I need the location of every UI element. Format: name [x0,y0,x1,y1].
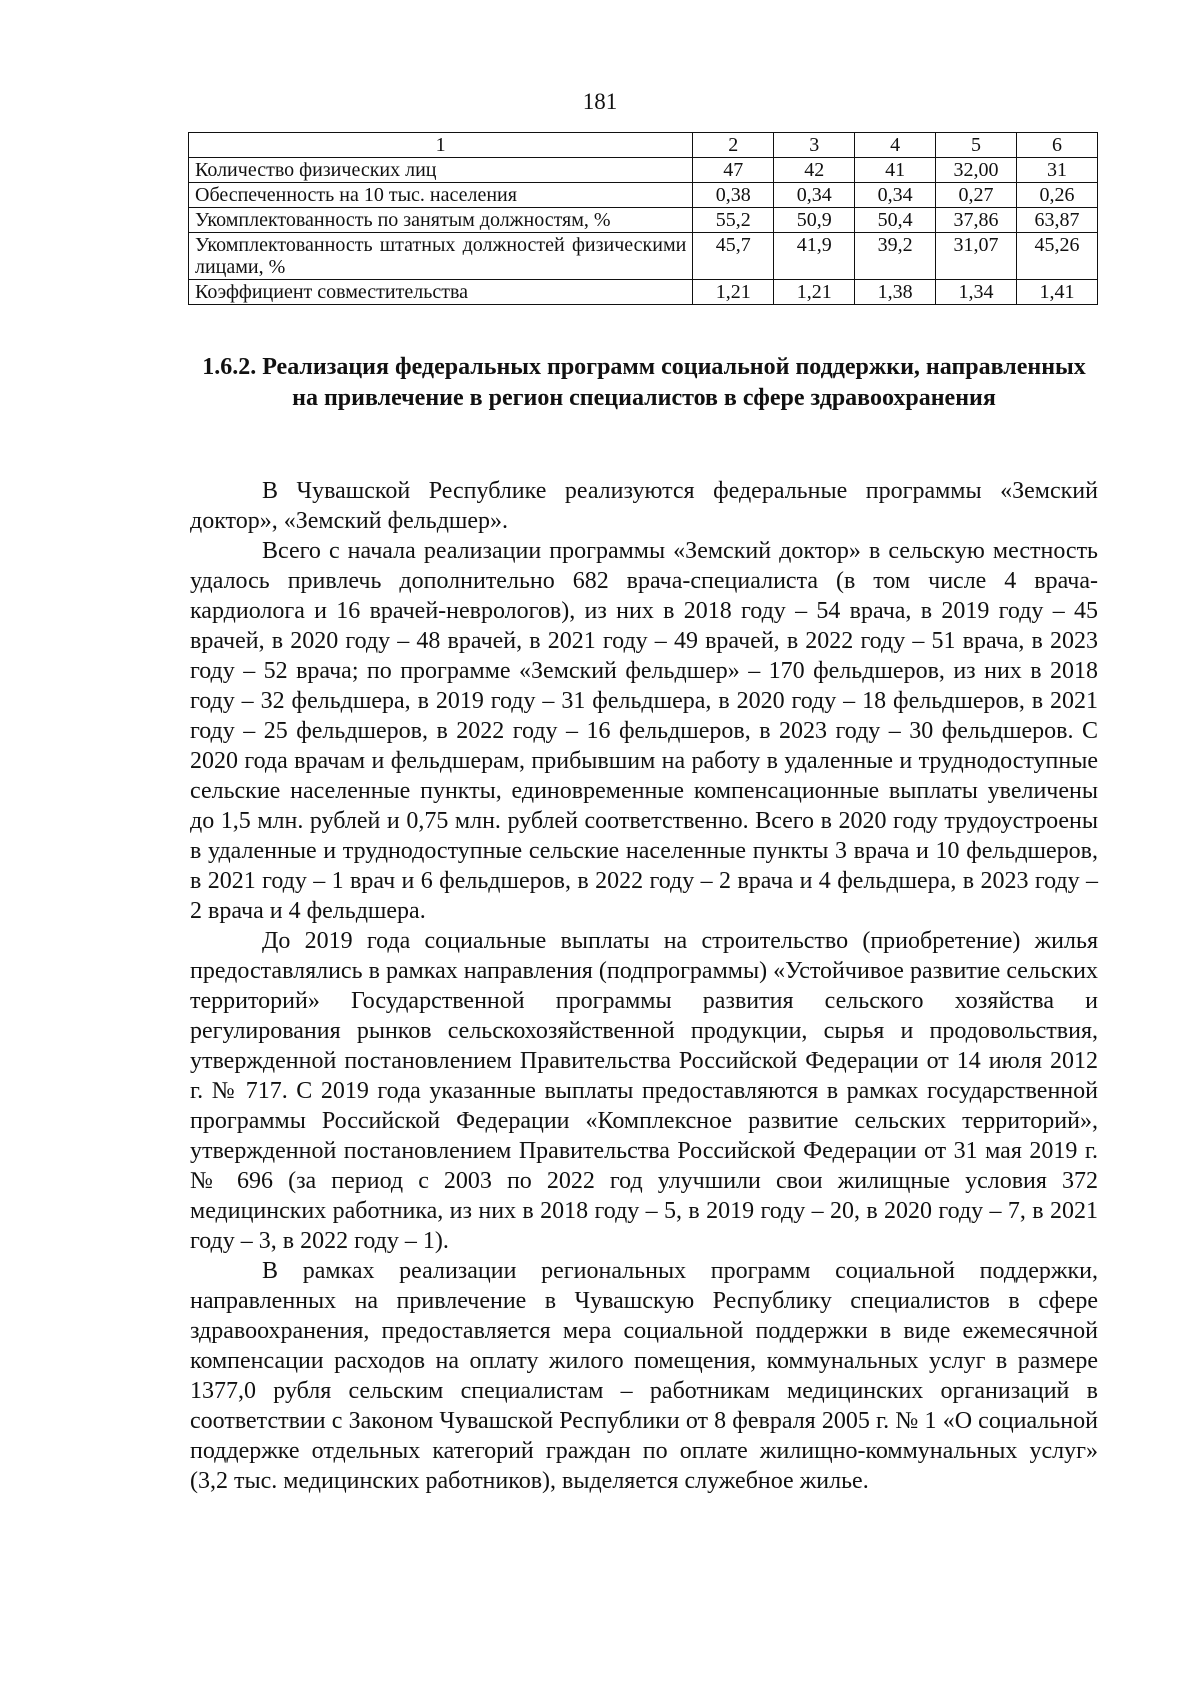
table-header-cell: 6 [1017,133,1098,158]
table-row [189,158,1098,183]
table-header-cell: 2 [693,133,774,158]
table-row [189,280,1098,305]
table-cell: 45,26 [1017,233,1098,280]
table-cell: 50,9 [774,208,855,233]
table-row [189,183,1098,208]
paragraph: Всего с начала реализации программы «Земский доктор» в сельскую местность удалось привлечь дополнительно 682 врача-специалиста (в том числе 4 врача-кардиолога и 16 врачей-неврологов), из них в 2018 году – 54 врача, в 2019 году – 45 врачей, в 2020 году – 48 врачей, в 2021 году – 49 врачей, в 2022 году – 51 врача, в 2023 году – 52 врача; по программе «Земский фельдшер» – 170 фельдшеров, из них в 2018 году – 32 фельдшера, в 2019 году – 31 фельдшера, в 2020 году – 18 фельдшеров, в 2021 году – 25 фельдшеров, в 2022 году – 16 фельдшеров, в 2023 году – 30 фельдшеров. С 2020 года врачам и фельдшерам, прибывшим на работу в удаленные и труднодоступные сельские населенные пункты, единовременные компенсационные выплаты увеличены до 1,5 млн. рублей и 0,75 млн. рублей соответственно. Всего в 2020 году трудоустроены в удаленные и труднодоступные сельские населенные пункты 3 врача и 10 фельдшеров, в 2021 году – 1 врач и 6 фельдшеров, в 2022 году – 2 врача и 4 фельдшера, в 2023 году – 2 врача и 4 фельдшера. [190,538,1098,924]
table-cell: 37,86 [936,208,1017,233]
table-cell: 41 [855,158,936,183]
table-cell: 31,07 [936,233,1017,280]
section-heading: 1.6.2. Реализация федеральных программ социальной поддержки, направленных на привлечение в регион специалистов в сфере здравоохранения [202,354,1086,411]
row-label: Обеспеченность на 10 тыс. населения [189,183,693,208]
table-cell: 1,34 [936,280,1017,305]
table-row [189,233,1098,280]
table-cell: 0,38 [693,183,774,208]
table-cell: 1,41 [1017,280,1098,305]
table-header-cell: 5 [936,133,1017,158]
body-text [190,476,1098,1496]
table-header-cell: 3 [774,133,855,158]
table-row [189,208,1098,233]
table-cell: 41,9 [774,233,855,280]
table-cell: 31 [1017,158,1098,183]
table-cell: 0,26 [1017,183,1098,208]
table-cell: 0,34 [855,183,936,208]
paragraph: До 2019 года социальные выплаты на строительство (приобретение) жилья предоставлялись в рамках направления (подпрограммы) «Устойчивое развитие сельских территорий» Государственной программы развития сельского хозяйства и регулирования рынков сельскохозяйственной продукции, сырья и продовольствия, утвержденной постановлением Правительства Российской Федерации от 14 июля 2012 г. № 717. С 2019 года указанные выплаты предоставляются в рамках государственной программы Российской Федерации «Комплексное развитие сельских территорий», утвержденной постановлением Правительства Российской Федерации от 31 мая 2019 г. № 696 (за период с 2003 по 2022 год улучшили свои жилищные условия 372 медицинских работника, из них в 2018 году – 5, в 2019 году – 20, в 2020 году – 7, в 2021 году – 3, в 2022 году – 1). [190,928,1098,1254]
table-cell: 0,34 [774,183,855,208]
paragraph: В Чувашской Республике реализуются федеральные программы «Земский доктор», «Земский фельдшер». [190,478,1098,534]
table-cell: 47 [693,158,774,183]
table-cell: 39,2 [855,233,936,280]
page-number: 181 [582,89,618,114]
table-cell: 50,4 [855,208,936,233]
row-label: Количество физических лиц [189,158,693,183]
table-cell: 45,7 [693,233,774,280]
table-header-cell: 1 [189,133,693,158]
table-cell: 1,38 [855,280,936,305]
table-cell: 42 [774,158,855,183]
paragraph: В рамках реализации региональных программ социальной поддержки, направленных на привлечение в Чувашскую Республику специалистов в сфере здравоохранения, предоставляется мера социальной поддержки в виде ежемесячной компенсации расходов на оплату жилого помещения, коммунальных услуг в размере 1377,0 рубля сельским специалистам – работникам медицинских организаций в соответствии с Законом Чувашской Республики от 8 февраля 2005 г. № 1 «О социальной поддержке отдельных категорий граждан по оплате жилищно-коммунальных услуг» (3,2 тыс. медицинских работников), выделяется служебное жилье. [190,1258,1098,1494]
row-label: Коэффициент совместительства [189,280,693,305]
table-header-row [189,133,1098,158]
table-header-cell: 4 [855,133,936,158]
table-cell: 55,2 [693,208,774,233]
table-cell: 1,21 [774,280,855,305]
row-label: Укомплектованность штатных должностей физическими лицами, % [189,233,693,280]
table-cell: 0,27 [936,183,1017,208]
table-cell: 32,00 [936,158,1017,183]
table-cell: 1,21 [693,280,774,305]
row-label: Укомплектованность по занятым должностям, % [189,208,693,233]
table-cell: 63,87 [1017,208,1098,233]
staffing-table [188,132,1098,305]
